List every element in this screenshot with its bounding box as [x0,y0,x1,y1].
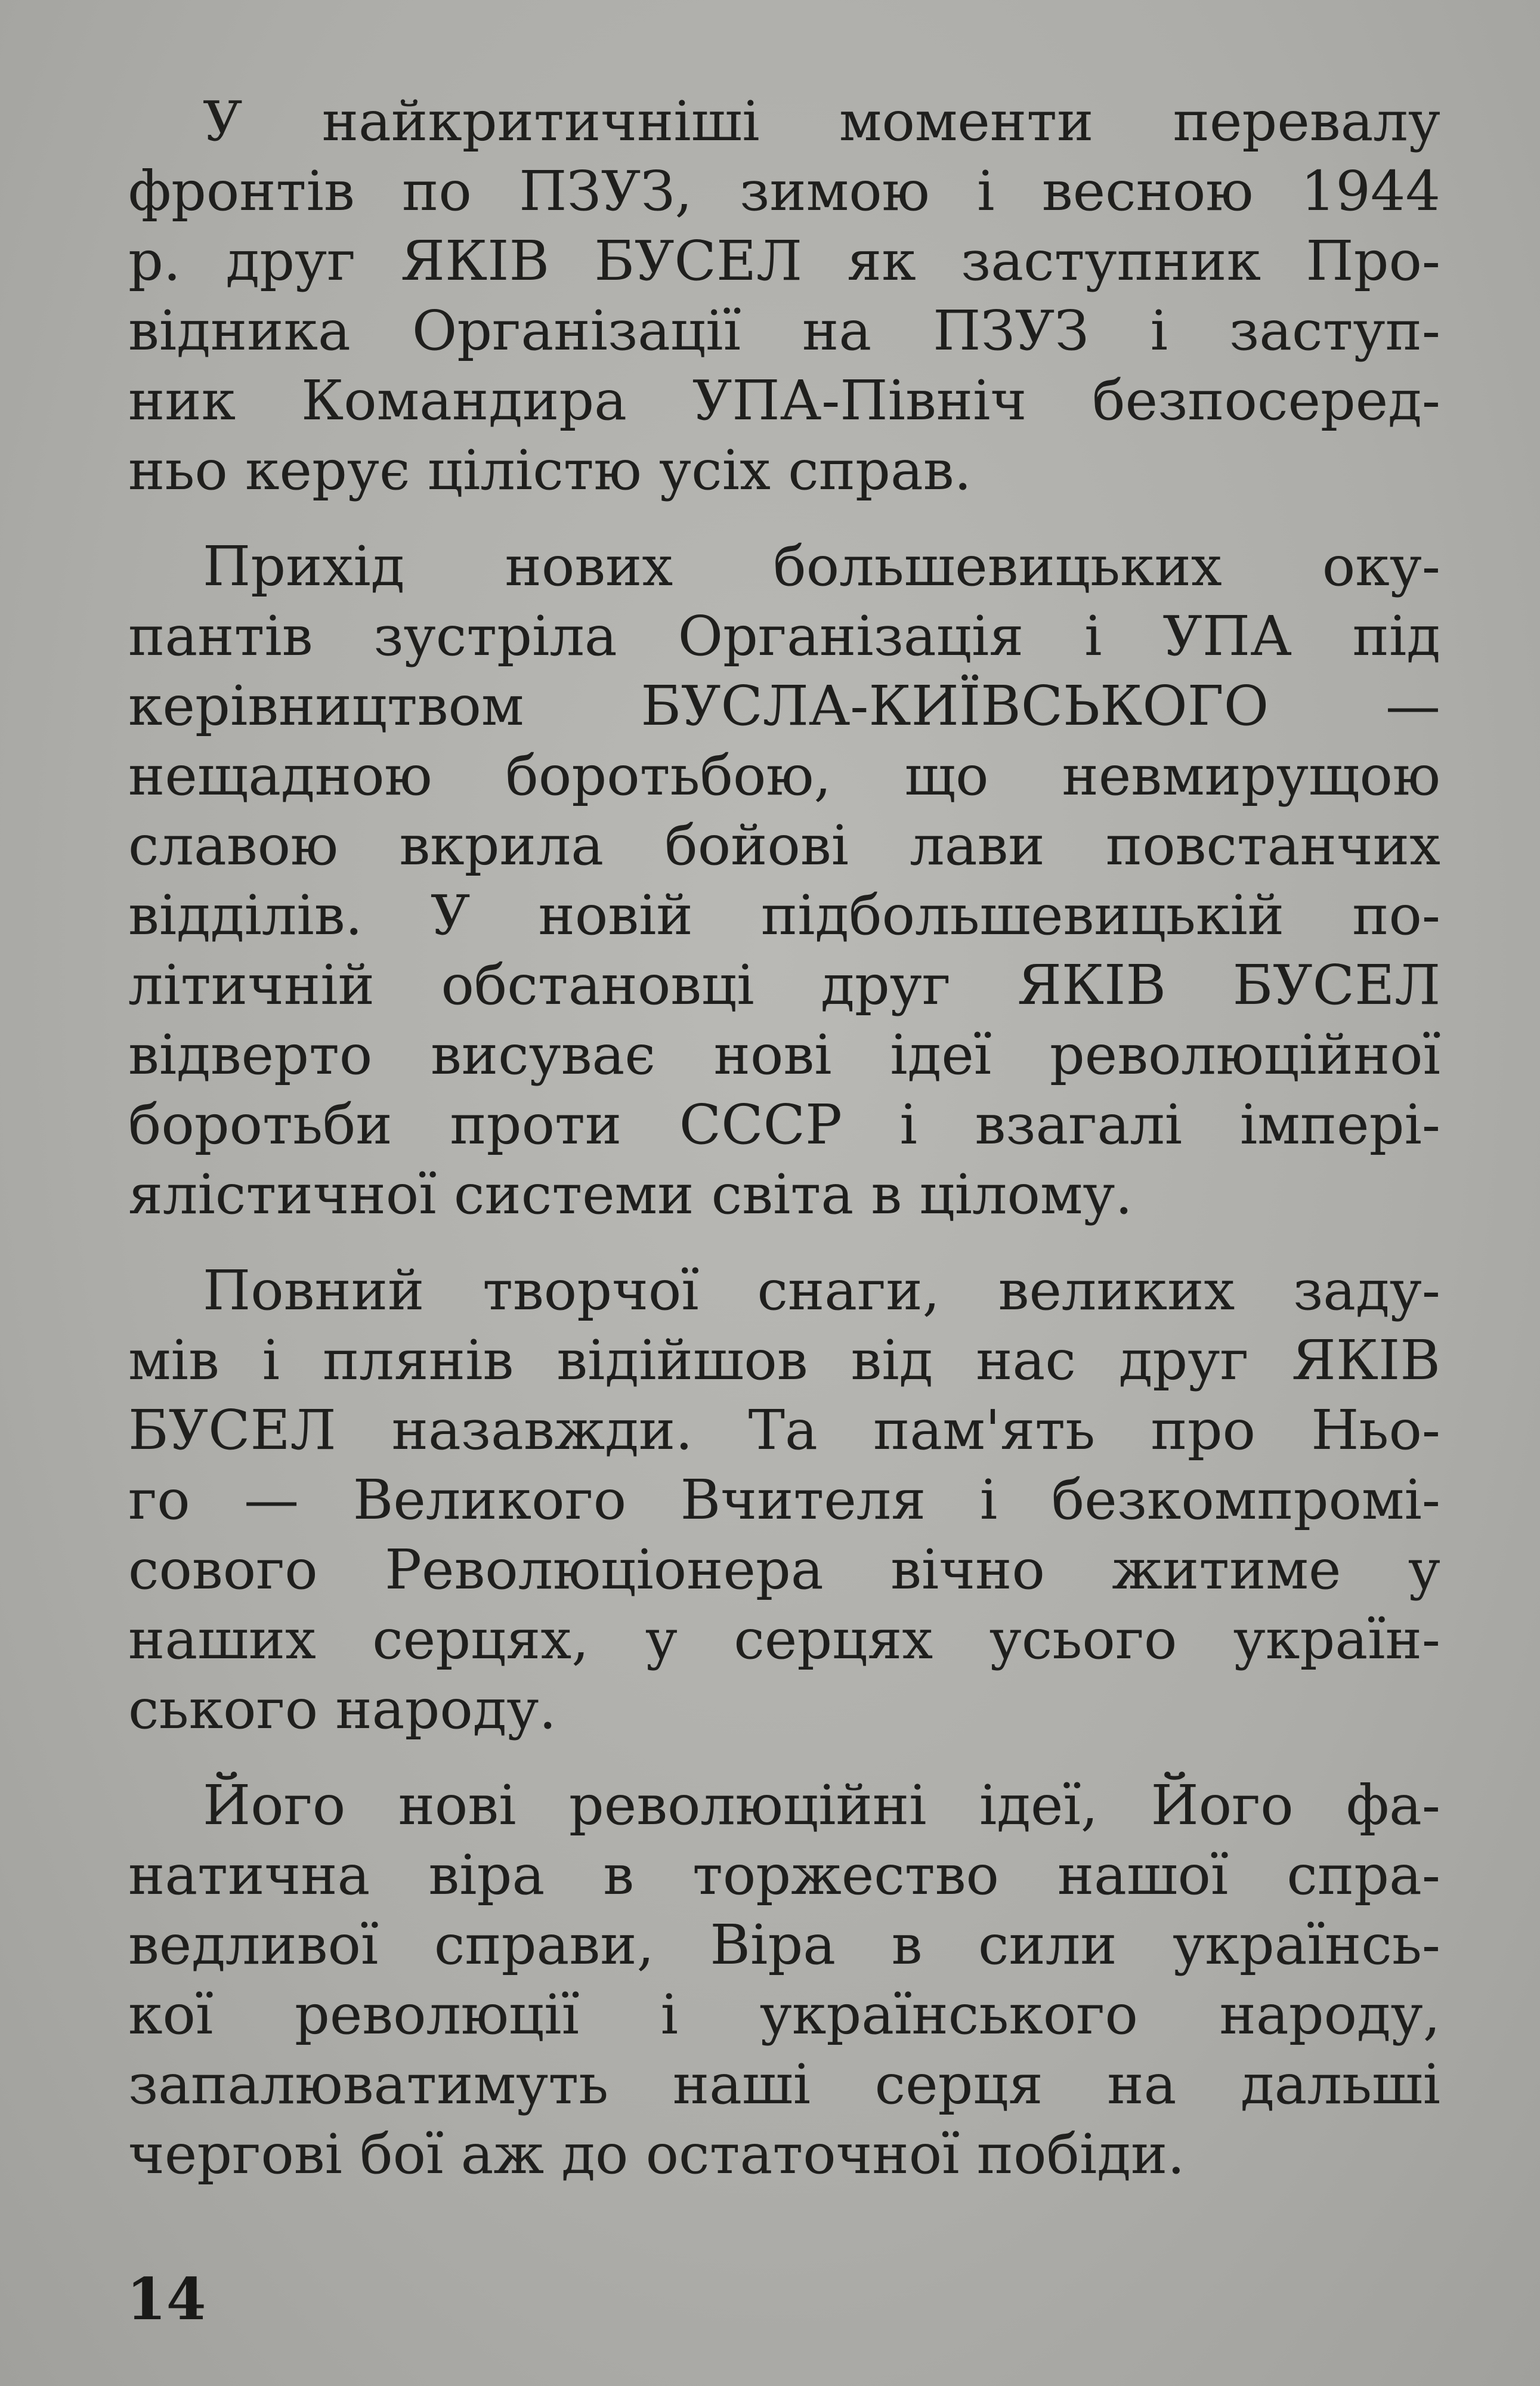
text-line: ньо керує цілістю усіх справ. [128,438,972,502]
paragraph-4 [128,1770,1440,2189]
text-line: Його нові революційні ідеї, Його фа- [203,1773,1440,1837]
paragraph-2 [128,531,1440,1229]
text-line: кої революції і українського народу, [128,1983,1440,2047]
paragraph-1 [128,86,1440,505]
text-line: відверто висуває нові ідеї революційної [128,1023,1440,1087]
text-line: відділів. У новій підбольшевицькій по- [128,883,1440,947]
text-line: запалюватимуть наші серця на дальші [128,2053,1440,2116]
text-line: наших серцях, у серцях усього україн- [128,1608,1440,1671]
text-line: ник Командира УПА-Північ безпосеред- [128,369,1440,432]
text-line: ського народу. [128,1677,556,1741]
text-line: фронтів по ПЗУЗ, зимою і весною 1944 [128,159,1440,223]
text-line: Повний творчої снаги, великих заду- [203,1259,1440,1322]
text-line: ведливої справи, Віра в сили українсь- [128,1913,1440,1977]
text-line: пантів зустріла Організація і УПА під [128,604,1440,668]
text-line: боротьби проти СССР і взагалі імпері- [128,1093,1440,1157]
text-line: р. друг ЯКІВ БУСЕЛ як заступник Про- [128,229,1440,293]
text-line: літичній обстановці друг ЯКІВ БУСЕЛ [128,953,1440,1017]
text-line: чергові бої аж до остаточної побіди. [128,2122,1185,2186]
text-line: У найкритичніші моменти перевалу [203,89,1440,153]
paragraph-3 [128,1256,1440,1744]
text-line: мів і плянів відійшов від нас друг ЯКІВ [128,1328,1440,1392]
page-number: 14 [126,2266,206,2333]
text-line: керівництвом БУСЛА-КИЇВСЬКОГО — [128,674,1440,738]
text-line: сового Революціонера вічно житиме у [128,1538,1440,1602]
text-line: відника Організації на ПЗУЗ і заступ- [128,299,1440,363]
text-line: БУСЕЛ назавжди. Та пам'ять про Ньо- [128,1398,1440,1462]
text-line: нещадною боротьбою, що невмирущою [128,744,1440,808]
body-text [128,86,1440,2189]
text-line: натична віра в торжество нашої спра- [128,1843,1440,1907]
text-line: ялістичної системи світа в цілому. [128,1163,1133,1226]
text-line: го — Великого Вчителя і безкомпромі- [128,1468,1440,1532]
text-line: Прихід нових большевицьких оку- [203,534,1440,598]
text-line: славою вкрила бойові лави повстанчих [128,814,1440,877]
